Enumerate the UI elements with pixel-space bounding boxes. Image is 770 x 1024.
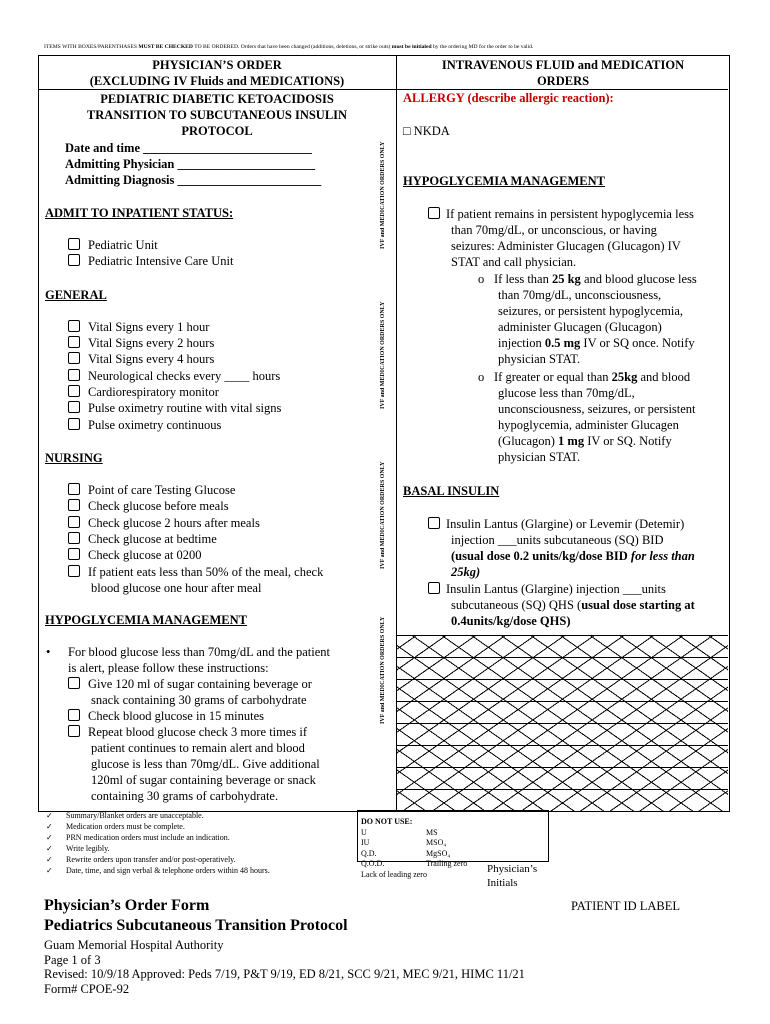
vertical-label: IVF and MEDICATION ORDERS ONLY <box>380 301 386 409</box>
admitting-diagnosis-field[interactable]: Admitting Diagnosis _______________________ <box>65 173 322 187</box>
nursing-item[interactable]: If patient eats less than 50% of the meal, check <box>68 564 323 580</box>
check-icon: ✓ <box>46 844 53 853</box>
checkbox[interactable] <box>428 207 440 219</box>
header-rule-right <box>396 89 728 90</box>
physician-order-title: PHYSICIAN’S ORDER (EXCLUDING IV Fluids and MEDICATIONS) <box>89 58 345 88</box>
checkbox[interactable] <box>68 516 80 528</box>
checkbox[interactable] <box>68 709 80 721</box>
general-item[interactable]: Vital Signs every 1 hour <box>68 319 209 335</box>
checkbox[interactable] <box>68 385 80 397</box>
hypo-item[interactable]: Repeat blood glucose check 3 more times if <box>68 724 307 740</box>
check-icon: ✓ <box>46 822 53 831</box>
hypo-item[interactable]: Check blood glucose in 15 minutes <box>68 708 264 724</box>
hypo-item-cont: 120ml of sugar containing beverage or snack <box>91 773 316 787</box>
form-title: Physician’s Order Form Pediatrics Subcutaneous Transition Protocol <box>44 897 348 934</box>
protocol-title: PEDIATRIC DIABETIC KETOACIDOSIS TRANSITION TO SUBCUTANEOUS INSULIN PROTOCOL <box>86 92 348 138</box>
check-icon: ✓ <box>46 833 53 842</box>
general-item[interactable]: Cardiorespiratory monitor <box>68 384 219 400</box>
nursing-item[interactable]: Point of care Testing Glucose <box>68 482 235 498</box>
vertical-label: IVF and MEDICATION ORDERS ONLY <box>380 616 386 724</box>
allergy-label[interactable]: ALLERGY (describe allergic reaction): <box>403 91 614 105</box>
checkbox[interactable] <box>68 254 80 266</box>
basal-insulin-bid[interactable]: Insulin Lantus (Glargine) or Levemir (Detemir) injection ___units subcutaneous (SQ) BID (usual dose 0.2 units/kg/dose BID for less than 25kg) <box>428 516 728 580</box>
bullet: • <box>46 645 51 659</box>
hypo-item-cont: patient continues to remain alert and blood <box>91 741 305 755</box>
general-heading: GENERAL <box>45 288 107 302</box>
general-item[interactable]: Neurological checks every ____ hours <box>68 368 280 384</box>
checkbox[interactable] <box>68 320 80 332</box>
checkbox[interactable] <box>68 565 80 577</box>
order-notice: ITEMS WITH BOXES/PARENTHASES MUST BE CHECKED TO BE ORDERED. Orders that have been changed (additions, deletions, or strike outs) must be initialed by the ordering MD for the order to be valid. <box>44 44 534 50</box>
nkda-option[interactable]: □ NKDA <box>403 124 450 138</box>
admit-item[interactable]: Pediatric Intensive Care Unit <box>68 253 233 269</box>
admit-heading: ADMIT TO INPATIENT STATUS: <box>45 206 234 220</box>
checkbox[interactable] <box>68 483 80 495</box>
admitting-physician-field[interactable]: Admitting Physician ______________________ <box>65 157 316 171</box>
crossed-out-area <box>397 635 728 811</box>
checkbox[interactable] <box>68 548 80 560</box>
checkbox[interactable] <box>428 517 440 529</box>
basal-insulin-heading: BASAL INSULIN <box>403 484 500 498</box>
iv-orders-title: INTRAVENOUS FLUID and MEDICATION ORDERS <box>441 58 685 88</box>
nursing-item[interactable]: Check glucose at bedtime <box>68 531 217 547</box>
nursing-heading: NURSING <box>45 451 103 465</box>
checkbox[interactable] <box>68 532 80 544</box>
hypo-item-cont: containing 30 grams of carbohydrate. <box>91 789 279 803</box>
hypo-item-cont: glucose is less than 70mg/dL. Give additional <box>91 757 320 771</box>
checkbox[interactable] <box>68 418 80 430</box>
hypoglycemia-heading-right: HYPOGLYCEMIA MANAGEMENT <box>403 174 605 188</box>
vertical-label: IVF and MEDICATION ORDERS ONLY <box>380 461 386 569</box>
checkbox[interactable] <box>68 677 80 689</box>
nursing-item[interactable]: Check glucose at 0200 <box>68 547 202 563</box>
checkbox[interactable] <box>68 725 80 737</box>
physician-initials[interactable]: Physician’s Initials <box>487 863 538 889</box>
checkbox[interactable] <box>68 401 80 413</box>
hypo-item[interactable]: Give 120 ml of sugar containing beverage or <box>68 676 312 692</box>
checkbox[interactable] <box>68 369 80 381</box>
general-item[interactable]: Pulse oximetry continuous <box>68 417 221 433</box>
general-item[interactable]: Vital Signs every 4 hours <box>68 351 214 367</box>
admit-item[interactable]: Pediatric Unit <box>68 237 158 253</box>
general-item[interactable]: Vital Signs every 2 hours <box>68 335 214 351</box>
do-not-use-box: DO NOT USE: U MS IU MSO₄ Q.D. MgSO₄ Q.O.D. Trailing zero Lack of leading zero <box>357 810 549 862</box>
checkbox[interactable] <box>68 336 80 348</box>
checkbox[interactable] <box>68 238 80 250</box>
bullet-o: o <box>478 370 485 384</box>
glucagon-over-25kg: If greater or equal than 25kg and blood glucose less than 70mg/dL, unconsciousness, seizures, or persistent hypoglycemia, administer Glucagen (Glucagon) 1 mg IV or SQ. Notify physician STAT. <box>494 370 696 464</box>
date-time-field[interactable]: Date and time ___________________________ <box>65 141 312 155</box>
hypo-intro: For blood glucose less than 70mg/dL and the patient is alert, please follow these instructions: <box>68 645 330 675</box>
patient-id-label: PATIENT ID LABEL <box>571 899 681 913</box>
hypo-item-cont: snack containing 30 grams of carbohydrate <box>91 693 307 707</box>
hypoglycemia-heading-left: HYPOGLYCEMIA MANAGEMENT <box>45 613 247 627</box>
glucagon-under-25kg: If less than 25 kg and blood glucose less than 70mg/dL, unconsciousness, seizures, or persistent hypoglycemia, administer Glucagen (Glucagon) injection 0.5 mg IV or SQ once. Notify physician STAT. <box>494 272 697 366</box>
order-notes: ✓ Summary/Blanket orders are unacceptable. ✓ Medication orders must be complete. ✓ PRN medication orders must include an indication. ✓ Write legibly. ✓ Rewrite orders upon transfer and/or post-operatively. ✓ Date, time, and sign verbal & telephone orders within 48 hours. <box>46 811 270 875</box>
checkbox[interactable] <box>68 352 80 364</box>
checkbox[interactable] <box>68 499 80 511</box>
nursing-item[interactable]: Check glucose 2 hours after meals <box>68 515 260 531</box>
glucagon-order[interactable]: If patient remains in persistent hypoglycemia less than 70mg/dL, or unconscious, or having seizures: Administer Glucagen (Glucagon) IV STAT and call physician. <box>428 206 728 270</box>
general-item[interactable]: Pulse oximetry routine with vital signs <box>68 400 281 416</box>
basal-insulin-qhs[interactable]: Insulin Lantus (Glargine) injection ___units subcutaneous (SQ) QHS (usual dose starting at 0.4units/kg/dose QHS) <box>428 581 728 629</box>
nursing-item-cont: blood glucose one hour after meal <box>91 581 262 595</box>
vertical-label: IVF and MEDICATION ORDERS ONLY <box>380 141 386 249</box>
form-info: Guam Memorial Hospital Authority Page 1 of 3 Revised: 10/9/18 Approved: Peds 7/19, P&T 9/19, ED 8/21, SCC 9/21, MEC 9/21, HIMC 11/21 Form# CPOE-92 <box>44 938 525 996</box>
check-icon: ✓ <box>46 855 53 864</box>
check-icon: ✓ <box>46 866 53 875</box>
bullet-o: o <box>478 272 485 286</box>
header-rule-left <box>38 89 396 90</box>
check-icon: ✓ <box>46 811 53 820</box>
nursing-item[interactable]: Check glucose before meals <box>68 498 229 514</box>
checkbox[interactable] <box>428 582 440 594</box>
